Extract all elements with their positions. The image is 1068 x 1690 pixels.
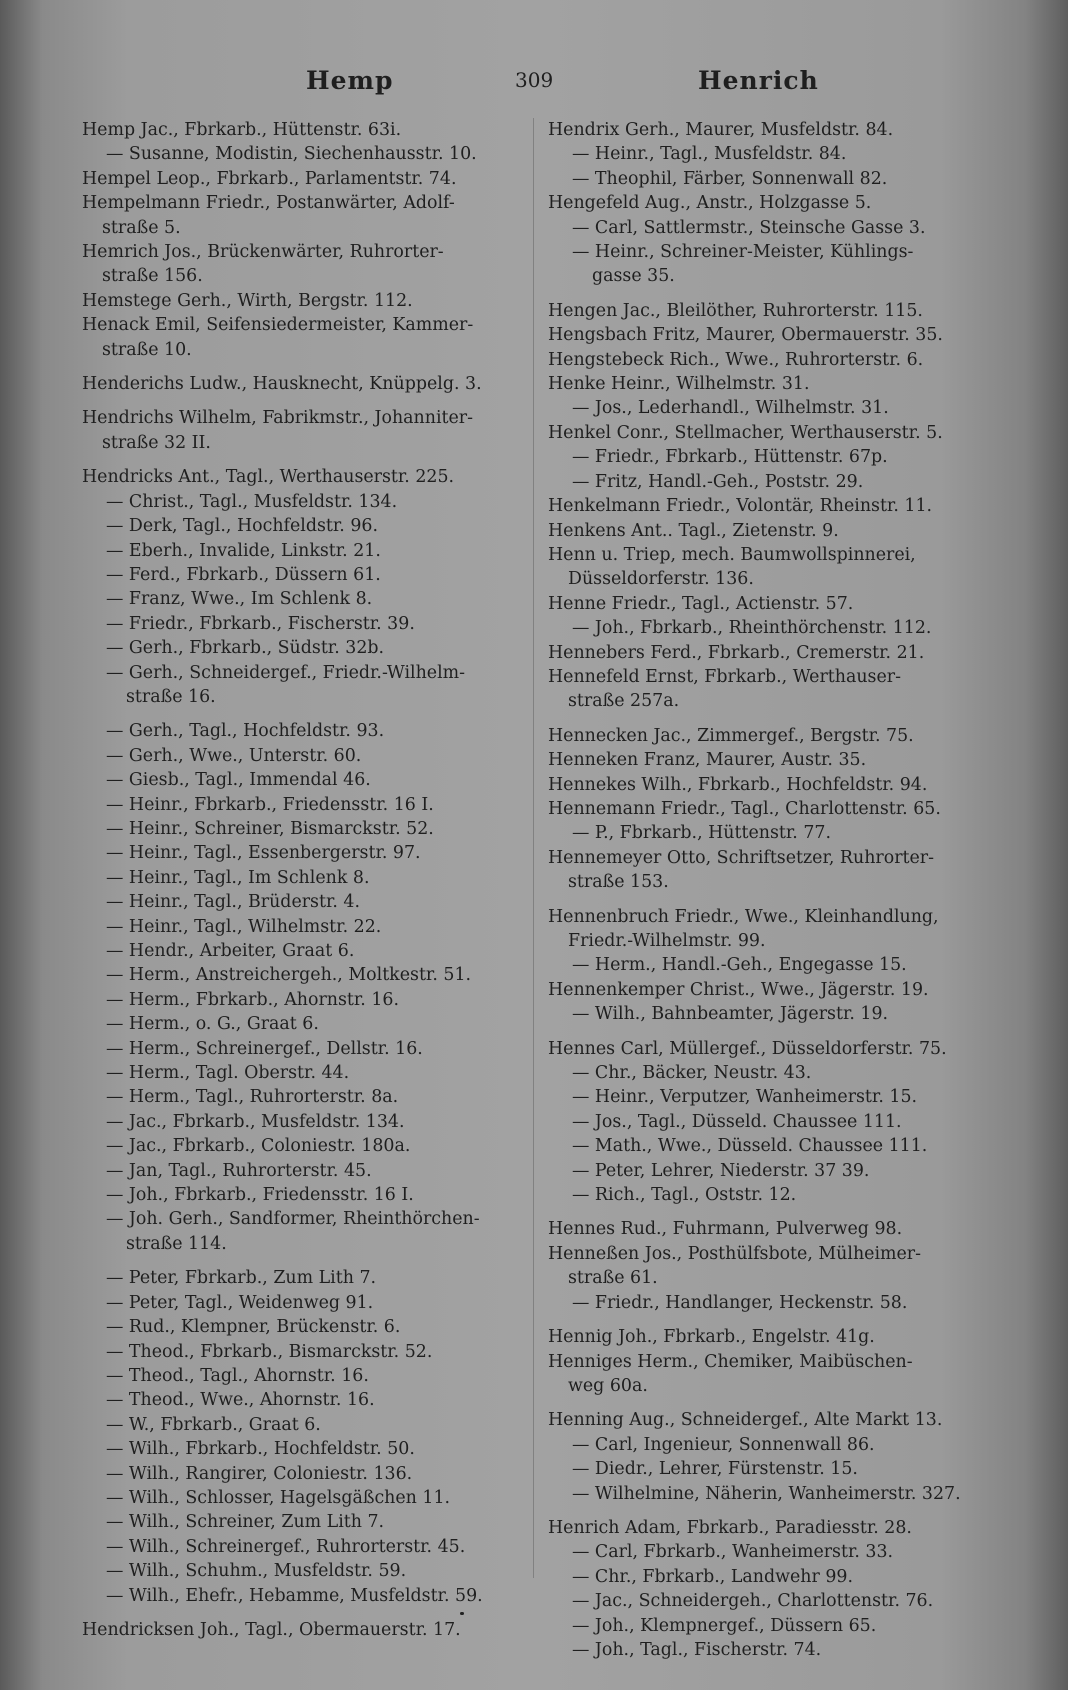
entry-text: — Wilhelmine, Näherin, Wanheimerstr. 327.	[572, 1483, 961, 1504]
entry-text: — Wilh., Bahnbeamter, Jägerstr. 19.	[572, 1004, 889, 1025]
sub-entry	[82, 587, 522, 611]
entry-text: Henneßen Jos., Posthülfsbote, Mülheimer-	[548, 1243, 921, 1264]
sub-entry	[82, 1266, 522, 1290]
directory-entry	[548, 421, 978, 445]
directory-entry	[548, 191, 978, 215]
entry-text: — Herm., Tagl., Ruhrorterstr. 8a.	[106, 1087, 399, 1108]
entry-text: — Wilh., Schlosser, Hagelsgäßchen 11.	[106, 1487, 451, 1508]
entry-text: — Rich., Tagl., Oststr. 12.	[572, 1185, 797, 1206]
sub-entry	[548, 396, 978, 420]
entry-text: — Heinr., Schreiner, Bismarckstr. 52.	[106, 818, 434, 839]
entry-text: — Peter, Fbrkarb., Zum Lith 7.	[106, 1268, 377, 1289]
sub-entry	[82, 963, 522, 987]
entry-text: Hemstege Gerh., Wirth, Bergstr. 112.	[82, 290, 413, 311]
entry-text: Hempel Leop., Fbrkarb., Parlamentstr. 74.	[82, 168, 457, 189]
entry-continuation: Friedr.-Wilhelmstr. 99.	[568, 931, 766, 951]
entry-continuation: weg 60a.	[568, 1375, 648, 1396]
entry-text: — Wilh., Fbrkarb., Hochfeldstr. 50.	[106, 1439, 415, 1460]
entry-text: — W., Fbrkarb., Graat 6.	[106, 1414, 321, 1435]
sub-entry	[82, 1559, 522, 1583]
directory-entry	[82, 1618, 522, 1642]
directory-entry	[548, 494, 978, 518]
entry-continuation: gasse 35.	[592, 266, 675, 287]
directory-entry	[548, 978, 978, 1002]
entry-text: — Heinr., Verputzer, Wanheimerstr. 15.	[572, 1087, 918, 1108]
sub-entry	[82, 1159, 522, 1183]
entry-text: Hennebers Ferd., Fbrkarb., Cremerstr. 21.	[548, 642, 925, 663]
sub-entry	[82, 988, 522, 1012]
entry-text: — Hendr., Arbeiter, Graat 6.	[106, 941, 355, 961]
directory-entry	[548, 299, 978, 323]
sub-entry	[82, 1291, 522, 1315]
sub-entry	[82, 1012, 522, 1036]
sub-entry	[82, 1510, 522, 1534]
entry-text: Hendricksen Joh., Tagl., Obermauerstr. 17.	[82, 1619, 461, 1640]
entry-text: — Herm., o. G., Graat 6.	[106, 1014, 319, 1035]
sub-entry	[82, 1535, 522, 1559]
entry-text: — Heinr., Tagl., Musfeldstr. 84.	[572, 144, 847, 165]
page-number: 309	[515, 68, 554, 92]
sub-entry	[82, 539, 522, 563]
entry-text: — Theod., Fbrkarb., Bismarckstr. 52.	[106, 1341, 433, 1362]
directory-entry	[548, 724, 978, 748]
sub-entry	[82, 1364, 522, 1388]
directory-entry	[548, 665, 978, 714]
sub-entry	[548, 167, 978, 191]
directory-entry	[548, 846, 978, 895]
entry-text: Hemrich Jos., Brückenwärter, Ruhrorter-	[82, 242, 444, 263]
entry-text: — Joh., Klempnergef., Düssern 65.	[572, 1615, 877, 1636]
header-right-word: Henrich	[698, 66, 819, 95]
entry-text: — Ferd., Fbrkarb., Düssern 61.	[106, 564, 381, 585]
sub-entry	[548, 1110, 978, 1134]
entry-text: Hennefeld Ernst, Fbrkarb., Werthauser-	[548, 666, 901, 687]
ink-speck	[460, 1612, 464, 1615]
entry-text: Hendricks Ant., Tagl., Werthauserstr. 225.	[82, 467, 455, 488]
sub-entry	[82, 1315, 522, 1339]
directory-entry	[548, 543, 978, 592]
entry-continuation: straße 16.	[126, 686, 216, 707]
directory-entry	[548, 797, 978, 821]
entry-text: — Carl, Ingenieur, Sonnenwall 86.	[572, 1434, 875, 1455]
entry-text: — Chr., Fbrkarb., Landwehr 99.	[572, 1566, 853, 1587]
directory-entry	[548, 118, 978, 142]
entry-text: — Eberh., Invalide, Linkstr. 21.	[106, 540, 381, 561]
entry-text: — Jan, Tagl., Ruhrorterstr. 45.	[106, 1160, 372, 1181]
right-column	[548, 118, 978, 1662]
sub-entry	[82, 793, 522, 817]
entry-text: — Gerh., Fbrkarb., Südstr. 32b.	[106, 638, 385, 659]
sub-entry	[82, 1462, 522, 1486]
entry-text: — Math., Wwe., Düsseld. Chaussee 111.	[572, 1136, 928, 1157]
entry-text: Hengen Jac., Bleilöther, Ruhrorterstr. 115.	[548, 300, 923, 321]
entry-text: Hengefeld Aug., Anstr., Holzgasse 5.	[548, 193, 872, 214]
entry-continuation: Düsseldorferstr. 136.	[568, 569, 754, 590]
entry-text: — P., Fbrkarb., Hüttenstr. 77.	[572, 823, 831, 844]
entry-continuation: straße 114.	[126, 1233, 227, 1254]
directory-entry	[82, 465, 522, 489]
sub-entry	[548, 1061, 978, 1085]
entry-text: Hennenbruch Friedr., Wwe., Kleinhandlung,	[548, 906, 939, 927]
entry-text: — Friedr., Fbrkarb., Fischerstr. 39.	[106, 613, 415, 634]
directory-entry	[82, 313, 522, 362]
directory-entry	[548, 1037, 978, 1061]
sub-entry	[82, 915, 522, 939]
sub-entry	[82, 939, 522, 963]
directory-entry	[82, 191, 522, 240]
entry-text: — Carl, Fbrkarb., Wanheimerstr. 33.	[572, 1542, 894, 1563]
directory-entry	[548, 519, 978, 543]
page-header	[0, 66, 1068, 106]
sub-entry	[82, 1437, 522, 1461]
entry-text: — Jos., Tagl., Düsseld. Chaussee 111.	[572, 1111, 902, 1132]
entry-text: Henning Aug., Schneidergef., Alte Markt 13.	[548, 1410, 943, 1431]
entry-text: — Herm., Anstreichergeh., Moltkestr. 51.	[106, 965, 472, 986]
directory-entry	[82, 372, 522, 396]
entry-text: Henneken Franz, Maurer, Austr. 35.	[548, 750, 867, 771]
entry-text: — Friedr., Fbrkarb., Hüttenstr. 67p.	[572, 447, 888, 468]
sub-entry	[82, 514, 522, 538]
entry-continuation: straße 257a.	[568, 691, 680, 712]
directory-entry	[548, 905, 978, 954]
sub-entry	[548, 1002, 978, 1026]
entry-text: Henderichs Ludw., Hausknecht, Knüppelg. 3.	[82, 374, 482, 395]
sub-entry	[82, 490, 522, 514]
entry-text: Hengstebeck Rich., Wwe., Ruhrorterstr. 6.	[548, 349, 924, 370]
directory-entry	[548, 592, 978, 616]
entry-text: — Theod., Wwe., Ahornstr. 16.	[106, 1390, 375, 1411]
entry-text: — Heinr., Tagl., Brüderstr. 4.	[106, 892, 361, 913]
sub-entry	[548, 1433, 978, 1457]
entry-text: — Wilh., Schreiner, Zum Lith 7.	[106, 1512, 385, 1533]
sub-entry	[82, 1584, 522, 1608]
entry-text: — Jac., Fbrkarb., Coloniestr. 180a.	[106, 1136, 411, 1157]
entry-text: — Peter, Tagl., Weidenweg 91.	[106, 1292, 374, 1313]
entry-text: Hennenkemper Christ., Wwe., Jägerstr. 19.	[548, 979, 929, 1000]
sub-entry	[82, 612, 522, 636]
directory-entry	[548, 1350, 978, 1399]
sub-entry	[548, 1457, 978, 1481]
entry-text: — Friedr., Handlanger, Heckenstr. 58.	[572, 1292, 908, 1313]
sub-entry	[82, 661, 522, 710]
sub-entry	[82, 142, 522, 166]
sub-entry	[548, 616, 978, 640]
sub-entry	[548, 1482, 978, 1506]
entry-text: Hennes Rud., Fuhrmann, Pulverweg 98.	[548, 1219, 903, 1240]
entry-text: Henkelmann Friedr., Volontär, Rheinstr. 11.	[548, 496, 933, 517]
entry-text: — Joh., Fbrkarb., Rheinthörchenstr. 112.	[572, 618, 932, 639]
sub-entry	[548, 1540, 978, 1564]
sub-entry	[82, 866, 522, 890]
directory-entry	[82, 240, 522, 289]
sub-entry	[82, 1037, 522, 1061]
entry-text: Henrich Adam, Fbrkarb., Paradiesstr. 28.	[548, 1517, 912, 1538]
sub-entry	[82, 817, 522, 841]
directory-entry	[548, 1242, 978, 1291]
directory-entry	[82, 289, 522, 313]
directory-entry	[548, 641, 978, 665]
entry-text: Henne Friedr., Tagl., Actienstr. 57.	[548, 593, 854, 614]
entry-text: — Wilh., Schreinergef., Ruhrorterstr. 45.	[106, 1536, 466, 1557]
entry-text: — Herm., Handl.-Geh., Engegasse 15.	[572, 955, 907, 976]
entry-text: Hennig Joh., Fbrkarb., Engelstr. 41g.	[548, 1327, 875, 1348]
entry-text: — Gerh., Tagl., Hochfeldstr. 93.	[106, 721, 385, 742]
directory-entry	[548, 773, 978, 797]
directory-entry	[548, 348, 978, 372]
entry-text: — Chr., Bäcker, Neustr. 43.	[572, 1063, 812, 1084]
sub-entry	[82, 1486, 522, 1510]
entry-text: Hendrichs Wilhelm, Fabrikmstr., Johanniter-	[82, 408, 473, 429]
entry-text: — Carl, Sattlermstr., Steinsche Gasse 3.	[572, 217, 926, 238]
sub-entry	[82, 744, 522, 768]
entry-text: — Heinr., Schreiner-Meister, Kühlings-	[572, 242, 914, 263]
entry-continuation: straße 156.	[102, 266, 203, 287]
sub-entry	[82, 1085, 522, 1109]
entry-text: Hennes Carl, Müllergef., Düsseldorferstr. 75.	[548, 1038, 947, 1059]
sub-entry	[548, 1134, 978, 1158]
sub-entry	[548, 1183, 978, 1207]
sub-entry	[548, 1291, 978, 1315]
entry-text: — Jac., Fbrkarb., Musfeldstr. 134.	[106, 1111, 405, 1132]
entry-text: — Wilh., Ehefr., Hebamme, Musfeldstr. 59.	[106, 1585, 483, 1606]
sub-entry	[548, 1589, 978, 1613]
sub-entry	[548, 821, 978, 845]
entry-text: Henkel Conr., Stellmacher, Werthauserstr. 5.	[548, 422, 943, 443]
entry-continuation: straße 32 II.	[102, 432, 211, 453]
entry-text: — Joh., Fbrkarb., Friedensstr. 16 I.	[106, 1185, 414, 1206]
sub-entry	[82, 563, 522, 587]
entry-text: — Herm., Fbrkarb., Ahornstr. 16.	[106, 989, 399, 1010]
entry-text: Hennemeyer Otto, Schriftsetzer, Ruhrorter-	[548, 847, 934, 868]
sub-entry	[548, 216, 978, 240]
entry-text: — Peter, Lehrer, Niederstr. 37 39.	[572, 1160, 870, 1181]
sub-entry	[82, 1183, 522, 1207]
sub-entry	[82, 1388, 522, 1412]
entry-text: Henkens Ant.. Tagl., Zietenstr. 9.	[548, 520, 839, 541]
directory-entry	[82, 406, 522, 455]
directory-entry	[548, 1516, 978, 1540]
entry-continuation: straße 61.	[568, 1268, 658, 1289]
sub-entry	[548, 1565, 978, 1589]
sub-entry	[548, 470, 978, 494]
sub-entry	[548, 445, 978, 469]
sub-entry	[548, 142, 978, 166]
entry-text: — Susanne, Modistin, Siechenhausstr. 10.	[106, 144, 477, 165]
directory-entry	[548, 1325, 978, 1349]
entry-continuation: straße 10.	[102, 339, 192, 360]
entry-text: — Rud., Klempner, Brückenstr. 6.	[106, 1317, 401, 1338]
directory-entry	[548, 323, 978, 347]
sub-entry	[82, 1207, 522, 1256]
entry-text: — Heinr., Fbrkarb., Friedensstr. 16 I.	[106, 794, 434, 815]
entry-text: Henke Heinr., Wilhelmstr. 31.	[548, 374, 810, 395]
entry-text: — Giesb., Tagl., Immendal 46.	[106, 770, 371, 791]
entry-text: — Gerh., Wwe., Unterstr. 60.	[106, 745, 362, 766]
entry-text: Hennecken Jac., Zimmergef., Bergstr. 75.	[548, 725, 914, 746]
directory-entry	[82, 118, 522, 142]
sub-entry	[82, 768, 522, 792]
entry-text: — Fritz, Handl.-Geh., Poststr. 29.	[572, 471, 864, 492]
entry-text: Hempelmann Friedr., Postanwärter, Adolf-	[82, 193, 455, 214]
entry-text: Hemp Jac., Fbrkarb., Hüttenstr. 63i.	[82, 120, 402, 140]
sub-entry	[548, 1085, 978, 1109]
entry-text: — Wilh., Rangirer, Coloniestr. 136.	[106, 1463, 413, 1484]
entry-continuation: straße 153.	[568, 872, 669, 893]
sub-entry	[82, 1340, 522, 1364]
sub-entry	[548, 953, 978, 977]
sub-entry	[82, 1134, 522, 1158]
entry-text: — Heinr., Tagl., Wilhelmstr. 22.	[106, 916, 382, 937]
entry-text: — Joh. Gerh., Sandformer, Rheinthörchen-	[106, 1209, 480, 1230]
column-divider	[533, 118, 534, 1578]
entry-text: Henn u. Triep, mech. Baumwollspinnerei,	[548, 544, 916, 565]
left-column	[82, 118, 522, 1642]
directory-entry	[82, 167, 522, 191]
entry-text: — Franz, Wwe., Im Schlenk 8.	[106, 589, 373, 610]
entry-text: — Theod., Tagl., Ahornstr. 16.	[106, 1365, 369, 1386]
entry-text: — Gerh., Schneidergef., Friedr.-Wilhelm-	[106, 662, 466, 683]
directory-entry	[548, 748, 978, 772]
entry-text: Henack Emil, Seifensiedermeister, Kammer-	[82, 315, 474, 336]
sub-entry	[82, 636, 522, 660]
sub-entry	[548, 1638, 978, 1662]
sub-entry	[82, 1413, 522, 1437]
directory-entry	[548, 1217, 978, 1241]
entry-text: — Christ., Tagl., Musfeldstr. 134.	[106, 491, 398, 512]
entry-text: — Wilh., Schuhm., Musfeldstr. 59.	[106, 1561, 407, 1582]
sub-entry	[548, 1159, 978, 1183]
sub-entry	[548, 1614, 978, 1638]
entry-text: Hendrix Gerh., Maurer, Musfeldstr. 84.	[548, 120, 894, 140]
sub-entry	[82, 719, 522, 743]
entry-text: Hennemann Friedr., Tagl., Charlottenstr. 65.	[548, 798, 941, 819]
entry-text: Henniges Herm., Chemiker, Maibüschen-	[548, 1351, 913, 1372]
sub-entry	[82, 1061, 522, 1085]
directory-entry	[548, 1408, 978, 1432]
sub-entry	[82, 1110, 522, 1134]
entry-text: — Jac., Schneidergeh., Charlottenstr. 76.	[572, 1591, 934, 1612]
entry-continuation: straße 5.	[102, 217, 181, 238]
sub-entry	[82, 890, 522, 914]
directory-entry	[548, 372, 978, 396]
entry-text: — Jos., Lederhandl., Wilhelmstr. 31.	[572, 398, 889, 419]
entry-text: Hengsbach Fritz, Maurer, Obermauerstr. 35.	[548, 325, 943, 346]
entry-text: — Heinr., Tagl., Im Schlenk 8.	[106, 867, 370, 888]
entry-text: — Joh., Tagl., Fischerstr. 74.	[572, 1639, 822, 1660]
sub-entry	[548, 240, 978, 289]
entry-text: — Herm., Schreinergef., Dellstr. 16.	[106, 1038, 423, 1059]
entry-text: — Heinr., Tagl., Essenbergerstr. 97.	[106, 843, 421, 864]
entry-text: — Theophil, Färber, Sonnenwall 82.	[572, 168, 888, 189]
entry-text: — Diedr., Lehrer, Fürstenstr. 15.	[572, 1459, 858, 1480]
entry-text: — Herm., Tagl. Oberstr. 44.	[106, 1063, 350, 1084]
header-left-word: Hemp	[306, 66, 394, 95]
sub-entry	[82, 841, 522, 865]
entry-text: Hennekes Wilh., Fbrkarb., Hochfeldstr. 94.	[548, 774, 928, 795]
entry-text: — Derk, Tagl., Hochfeldstr. 96.	[106, 516, 378, 537]
